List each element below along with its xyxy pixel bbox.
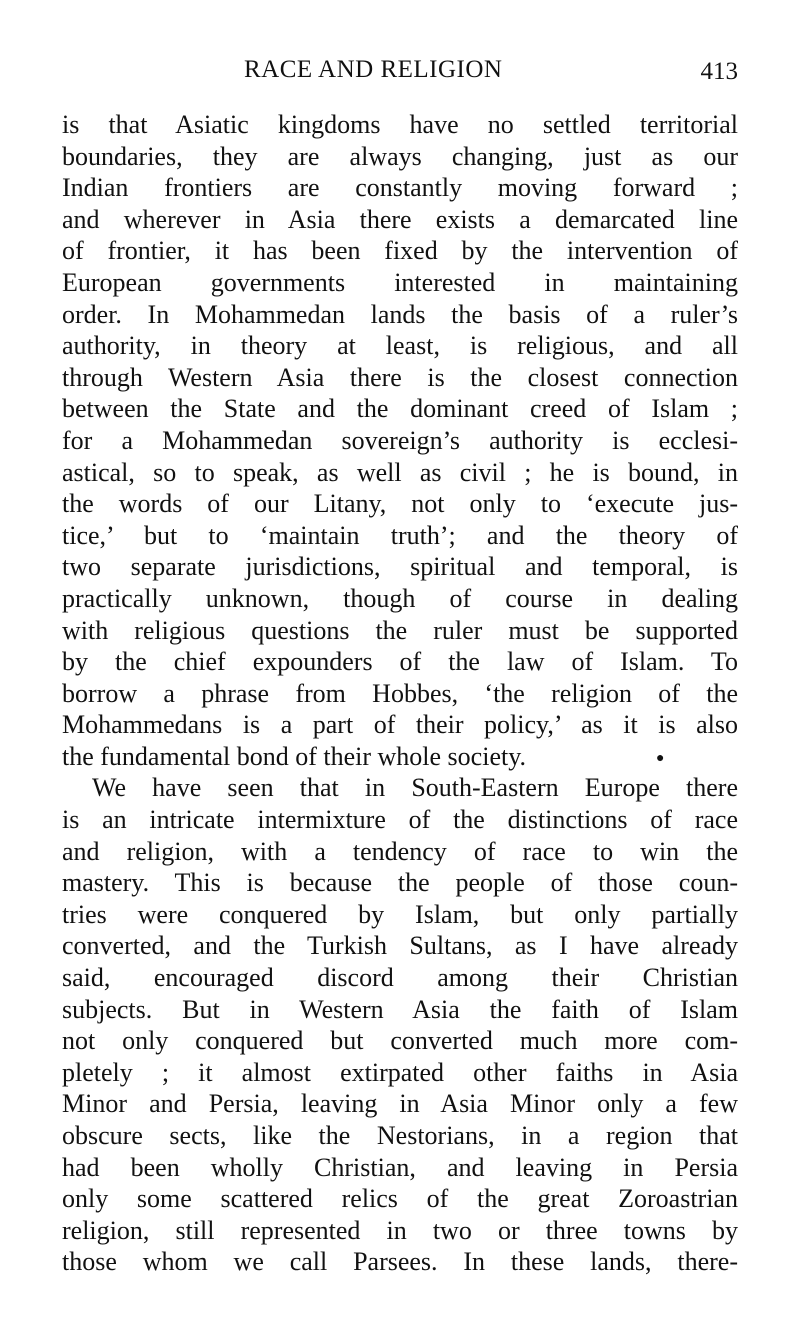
text-line: obscure sects, like the Nestorians, in a region that <box>62 1121 738 1150</box>
text-line: practically unknown, though of course in dealing <box>62 583 738 613</box>
text-line: between the State and the dominant creed of Islam ; <box>62 394 738 424</box>
text-line: the words of our Litany, not only to ‘execute jus- <box>62 489 738 519</box>
text-line: We have seen that in South-Eastern Europe there <box>92 773 738 803</box>
page-number: 413 <box>700 58 738 85</box>
text-line: Minor and Persia, leaving in Asia Minor only a few <box>62 1089 738 1119</box>
text-line: is an intricate intermixture of the distinctions of race <box>62 805 738 835</box>
text-line: borrow a phrase from Hobbes, ‘the religion of the <box>62 678 738 708</box>
page-header <box>62 56 738 96</box>
text-line: tice,’ but to ‘maintain truth’; and the theory of <box>62 520 738 550</box>
stray-mark-glyph: ● <box>656 751 665 767</box>
text-line: and wherever in Asia there exists a demarcated line <box>62 204 738 234</box>
text-line: with religious questions the ruler must be supported <box>62 615 738 645</box>
text-line: tries were conquered by Islam, but only partially <box>62 899 738 929</box>
text-line: European governments interested in maintaining <box>62 267 738 297</box>
body-text <box>62 109 738 1278</box>
text-line: subjects. But in Western Asia the faith of Islam <box>62 994 738 1024</box>
text-line: astical, so to speak, as well as civil ; he is bound, in <box>62 457 738 487</box>
text-line: through Western Asia there is the closest connection <box>62 362 738 392</box>
text-line: boundaries, they are always changing, just as our <box>62 141 738 171</box>
text-line: by the chief expounders of the law of Islam. To <box>62 647 738 677</box>
text-line: Indian frontiers are constantly moving forward ; <box>62 173 738 203</box>
text-line-content: the fundamental bond of their whole society. <box>62 741 527 771</box>
text-line: not only conquered but converted much more com- <box>62 1026 738 1056</box>
text-line: mastery. This is because the people of those coun- <box>62 868 738 898</box>
text-line: converted, and the Turkish Sultans, as I have already <box>62 931 738 961</box>
text-line: said, encouraged discord among their Christian <box>62 963 738 993</box>
text-line: religion, still represented in two or three towns by <box>62 1215 738 1245</box>
text-line: had been wholly Christian, and leaving in Persia <box>62 1152 738 1182</box>
paragraph <box>62 772 738 1278</box>
text-line: and religion, with a tendency of race to win the <box>62 836 738 866</box>
text-line: is that Asiatic kingdoms have no settled territorial <box>62 110 738 139</box>
text-line <box>62 741 738 773</box>
text-line: pletely ; it almost extirpated other faiths in Asia <box>62 1057 738 1087</box>
text-line: order. In Mohammedan lands the basis of a ruler’s <box>62 299 738 329</box>
text-line: Mohammedans is a part of their policy,’ as it is also <box>62 710 738 740</box>
text-line: only some scattered relics of the great Zoroastrian <box>62 1184 738 1214</box>
text-line: for a Mohammedan sovereign’s authority is ecclesi- <box>62 425 738 455</box>
text-line: of frontier, it has been fixed by the intervention of <box>62 236 738 266</box>
text-line: those whom we call Parsees. In these lands, there- <box>62 1247 738 1277</box>
text-line: authority, in theory at least, is religious, and all <box>62 331 738 361</box>
running-title: RACE AND RELIGION <box>244 56 503 83</box>
paragraph <box>62 109 738 772</box>
text-line: two separate jurisdictions, spiritual and temporal, is <box>62 552 738 582</box>
